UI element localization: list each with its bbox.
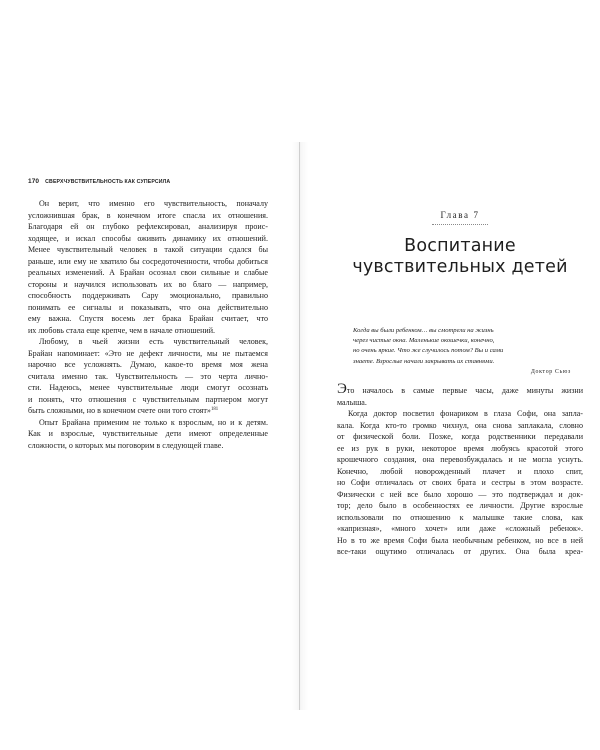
chapter-divider: [432, 224, 488, 225]
left-body-line-text: быть сложными, но в конечном счете они того стоят»: [28, 406, 211, 415]
left-body-line: [28, 256, 268, 268]
chapter-title: [337, 236, 583, 278]
left-body-line-text: нарочно все усложнять. Думаю, какое-то время моя жена: [28, 360, 268, 369]
chapter-label: Глава 7: [440, 210, 480, 220]
left-body-line-text: Любому, в чьей жизни есть чувствительный человек,: [39, 337, 268, 346]
right-body-line: [337, 500, 583, 512]
left-body-line-text: Менее чувствительный человек в такой ситуации сдался бы: [28, 245, 268, 254]
right-body-line-text: от физической боли. Позже, когда родственники передавали: [337, 432, 583, 441]
running-head: [28, 178, 268, 188]
right-body-line-text: малыша.: [337, 397, 367, 407]
right-body-line: [337, 466, 583, 478]
left-body-line-text: способность поддерживать Сару эмоционально, правильно: [28, 291, 268, 300]
left-body-line: [28, 244, 268, 256]
left-body-line: [28, 302, 268, 314]
left-body-line: [28, 267, 268, 279]
right-body-line: [337, 381, 583, 397]
left-body-line: [28, 336, 268, 348]
left-body-line-text: Опыт Брайана применим не только к взрослым, но и к детям.: [39, 417, 268, 427]
left-body-line-text: и понять, что отношения с чувствительным партнером могут: [28, 394, 268, 404]
left-body-line: [28, 428, 268, 440]
right-body-line-text: Но в то же время Софи была необычным ребенком, но все в ней: [337, 535, 583, 545]
left-body-text: [28, 198, 268, 451]
left-body-line-text: ему важна. Спустя восемь лет брака Брайан считает, что: [28, 314, 268, 323]
page-gutter: [299, 142, 300, 710]
right-body-line: [337, 408, 583, 420]
right-body-line-text: Физически с ней все было хорошо — это подтверждал и док-: [337, 489, 583, 499]
left-body-line: [28, 210, 268, 222]
drop-cap: Э: [337, 381, 347, 397]
right-body-line-text: ее из рук в руки, некоторое время любуясь красотой этого: [337, 443, 583, 453]
left-body-line: [28, 359, 268, 371]
left-body-line: [28, 233, 268, 245]
left-body-line: [28, 440, 268, 452]
right-body-line: [337, 431, 583, 443]
left-body-line: [28, 417, 268, 429]
right-body-line: [337, 443, 583, 455]
right-body-line: [337, 420, 583, 432]
left-body-line: [28, 325, 268, 337]
left-body-line-text: сложности, о которых мы поговорим в следующей главе.: [28, 440, 224, 450]
page-number: 170: [28, 178, 40, 185]
right-body-line-text: крошечного создания, она перевозбуждалась и не могла уснуть.: [337, 455, 583, 464]
epigraph: [353, 326, 571, 377]
left-body-line-text: стороны и научился использовать их во благо — например,: [28, 279, 268, 289]
right-page: [337, 210, 583, 556]
right-body-line: [337, 512, 583, 524]
gutter-shadow: [292, 142, 308, 710]
right-body-line: [337, 454, 583, 466]
right-body-line: [337, 535, 583, 547]
right-body-line-text: то началось в самые первые часы, даже минуты жизни: [346, 386, 583, 395]
left-body-line: [28, 371, 268, 383]
right-body-line-text: все-таки ощутимо отличалась от других. Она была креа-: [337, 547, 583, 556]
right-body-line-text: Когда доктор посветил фонариком в глаза Софи, она запла-: [348, 409, 583, 418]
running-title: СВЕРХЧУВСТВИТЕЛЬНОСТЬ КАК СУПЕРСИЛА: [45, 179, 171, 185]
epigraph-author: Доктор Сьюз: [530, 368, 571, 375]
left-body-line-text: реальных изменений. А Брайан осознал свои сильные и слабые: [28, 268, 268, 277]
right-body-line: [337, 523, 583, 535]
left-body-line: [28, 290, 268, 302]
right-body-text: [337, 381, 583, 558]
right-body-line-text: кала. Когда кто-то громко чихнул, она снова заплакала, словно: [337, 420, 583, 430]
chapter-title-line-1: Воспитание: [404, 236, 516, 256]
right-body-line: [337, 489, 583, 501]
epigraph-line: через чистые окна. Маленькие окошечки, конечно,: [353, 337, 495, 345]
epigraph-text: [353, 326, 571, 367]
left-body-line-text: усложнившая брак, в конечном итоге спасла их отношения.: [28, 210, 268, 220]
right-body-line-text: Конечно, любой новорожденный плачет и плохо спит,: [337, 466, 583, 476]
left-body-line-text: раньше, или ему не хватило бы сосредоточенности, чтобы добиться: [28, 256, 268, 266]
epigraph-line: Когда вы были ребенком… вы смотрели на жизнь: [353, 327, 494, 334]
right-body-line-text: использовали по отношению к малышке такие слова, как: [337, 512, 583, 522]
left-body-line-text: Благодаря ей он глубоко рефлексировал, анализируя проис-: [28, 222, 268, 231]
left-body-line-text: ходящее, и искал способы оживить динамику их отношений.: [28, 233, 268, 243]
left-body-line: [28, 221, 268, 233]
left-body-line-text: Брайан напоминает: «Это не дефект личности, мы не пытаемся: [28, 348, 268, 358]
left-body-line-text: Он верит, что именно его чувствительность, поначалу: [39, 199, 268, 208]
left-body-line: [28, 394, 268, 406]
left-body-line: [28, 405, 268, 417]
right-body-line: [337, 477, 583, 489]
right-body-line-text: но Софи отличалась от своих брата и сестры в этом возрасте.: [337, 478, 583, 487]
left-body-line-text: понимать ее сигналы и показывать, что она действительно: [28, 302, 268, 312]
left-body-line-text: сти. Надеюсь, менее чувствительные люди смогут осознать: [28, 383, 268, 392]
left-page: [28, 178, 268, 451]
left-body-line-text: Как и взрослые, чувствительные дети имеют определенные: [28, 429, 268, 438]
left-body-line: [28, 382, 268, 394]
left-body-line: [28, 348, 268, 360]
footnote-ref: 181: [210, 407, 219, 412]
left-body-line: [28, 198, 268, 210]
left-body-line-text: их любовь стала еще крепче, чем в начале отношений.: [28, 325, 216, 335]
epigraph-line: знаете. Взрослые начали закрывать их ставнями.: [353, 357, 495, 365]
epigraph-line: но очень яркие. Что же случилось потом? Вы и сами: [353, 347, 504, 355]
right-body-line-text: «капризная», «много хочет» или даже «сложный ребенок».: [337, 524, 583, 533]
left-body-line-text: считала именно так. Чувствительность — это черта лично-: [28, 371, 268, 381]
left-body-line: [28, 279, 268, 291]
right-body-line: [337, 397, 583, 409]
right-body-line-text: тор; дело было в особенностях ее личности. Другие взрослые: [337, 501, 583, 510]
left-body-line: [28, 313, 268, 325]
chapter-title-line-2: чувствительных детей: [352, 257, 568, 277]
right-body-line: [337, 546, 583, 558]
